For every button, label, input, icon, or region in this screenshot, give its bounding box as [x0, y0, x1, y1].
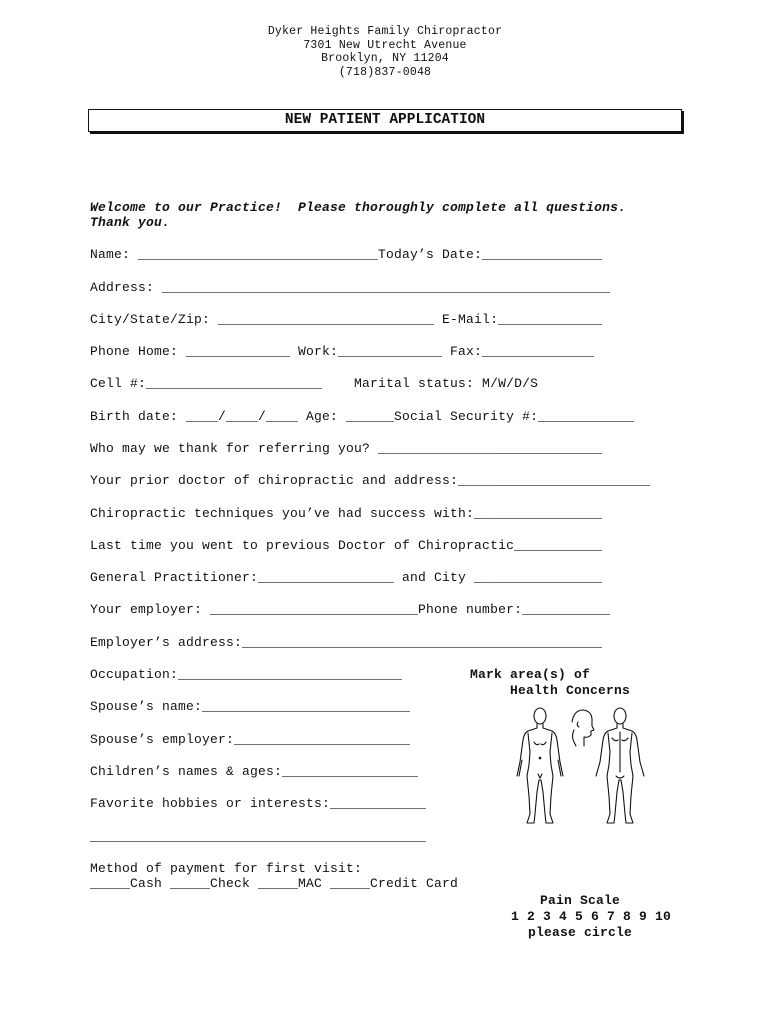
form-title: NEW PATIENT APPLICATION	[88, 109, 682, 132]
employer-address-field[interactable]: Employer’s address:_____________________________________________	[90, 635, 603, 650]
body-chart-label-1: Mark area(s) of	[470, 667, 591, 682]
cell-marital-field[interactable]: Cell #:______________________ Marital status: M/W/D/S	[90, 376, 539, 391]
hobbies-field[interactable]: Favorite hobbies or interests:____________	[90, 796, 427, 811]
payment-method-label: Method of payment for first visit:	[90, 861, 363, 876]
welcome-line-2: Thank you.	[90, 215, 171, 230]
payment-options-field[interactable]: _____Cash _____Check _____MAC _____Credit Card	[90, 876, 459, 891]
pain-scale-numbers[interactable]: 1 2 3 4 5 6 7 8 9 10	[510, 909, 672, 924]
hobbies-continuation-field[interactable]: __________________________________________	[90, 829, 427, 844]
last-visit-field[interactable]: Last time you went to previous Doctor of Chiropractic___________	[90, 538, 603, 553]
spouse-employer-field[interactable]: Spouse’s employer:______________________	[90, 732, 411, 747]
name-date-field[interactable]: Name: ______________________________Today’s Date:_______________	[90, 247, 603, 262]
body-chart-label-2: Health Concerns	[509, 683, 631, 698]
front-body-figure	[517, 708, 563, 823]
employer-field[interactable]: Your employer: __________________________Phone number:___________	[90, 602, 611, 617]
phones-field[interactable]: Phone Home: _____________ Work:_____________ Fax:______________	[90, 344, 595, 359]
techniques-field[interactable]: Chiropractic techniques you’ve had success with:________________	[90, 506, 603, 521]
general-practitioner-field[interactable]: General Practitioner:_________________ and City ________________	[90, 570, 603, 585]
pain-scale-instruction: please circle	[527, 925, 633, 940]
welcome-line-1: Welcome to our Practice! Please thoroughly complete all questions.	[90, 200, 627, 215]
body-chart-figure[interactable]	[508, 702, 658, 830]
back-body-figure	[596, 708, 644, 823]
pain-scale-title: Pain Scale	[539, 893, 620, 908]
prior-doctor-field[interactable]: Your prior doctor of chiropractic and address:________________________	[90, 473, 651, 488]
practice-phone: (718)837-0048	[338, 65, 432, 79]
spouse-name-field[interactable]: Spouse’s name:__________________________	[90, 699, 411, 714]
practice-name: Dyker Heights Family Chiropractor	[267, 25, 503, 38]
head-profile-figure	[572, 710, 594, 746]
children-field[interactable]: Children’s names & ages:_________________	[90, 764, 419, 779]
practice-city: Brooklyn, NY 11204	[321, 52, 449, 66]
address-field[interactable]: Address: ________________________________________________________	[90, 280, 611, 295]
practice-street: 7301 New Utrecht Avenue	[303, 38, 467, 52]
occupation-field[interactable]: Occupation:____________________________	[90, 667, 403, 682]
city-email-field[interactable]: City/State/Zip: ___________________________ E-Mail:_____________	[90, 312, 603, 327]
referral-field[interactable]: Who may we thank for referring you? ____________________________	[90, 441, 603, 456]
practice-header	[0, 25, 770, 79]
birth-age-ssn-field[interactable]: Birth date: ____/____/____ Age: ______Social Security #:____________	[90, 409, 635, 424]
